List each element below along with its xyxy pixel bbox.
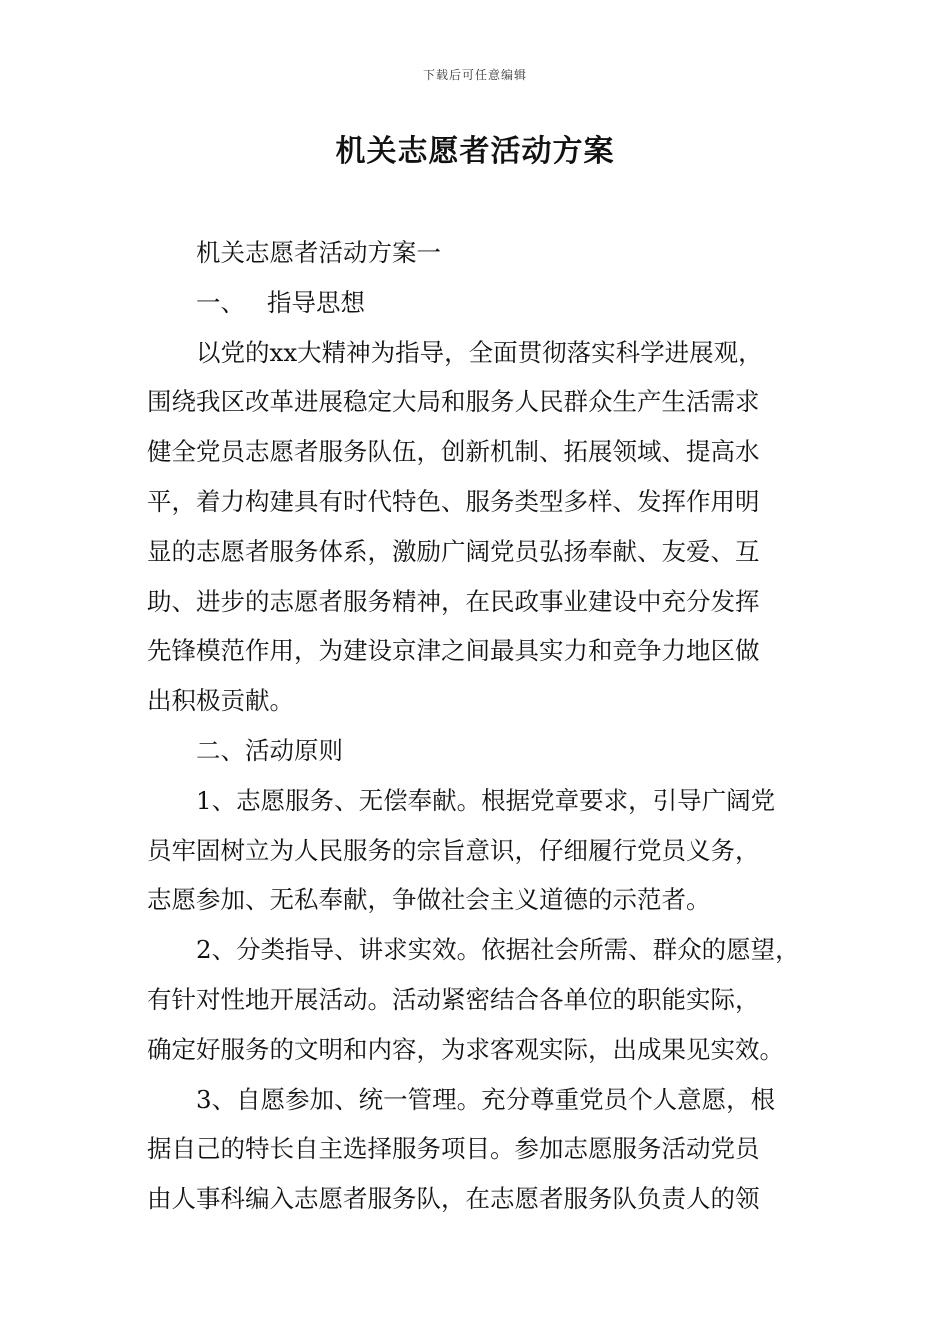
paragraph-line: 健全党员志愿者服务队伍，创新机制、拓展领域、提高水 bbox=[147, 437, 760, 467]
paragraph-line: 围绕我区改革进展稳定大局和服务人民群众生产生活需求 bbox=[147, 387, 760, 417]
section-number: 一、 bbox=[196, 287, 245, 317]
paragraph-guiding-ideology bbox=[147, 328, 827, 726]
paragraph-line: 先锋模范作用，为建设京津之间最具实力和竞争力地区做 bbox=[147, 636, 760, 666]
paragraph-line: 由人事科编入志愿者服务队，在志愿者服务队负责人的领 bbox=[147, 1184, 760, 1214]
section-heading-activity-principles: 二、活动原则 bbox=[196, 735, 343, 765]
document-body bbox=[147, 228, 827, 1224]
paragraph-line: 出积极贡献。 bbox=[147, 686, 294, 716]
paragraph-principle-3 bbox=[147, 1075, 827, 1224]
paragraph-line: 显的志愿者服务体系，激励广阔党员弘扬奉献、友爱、互 bbox=[147, 536, 760, 566]
plan-subtitle: 机关志愿者活动方案一 bbox=[196, 238, 441, 267]
paragraph-line: 有针对性地开展活动。活动紧密结合各单位的职能实际， bbox=[147, 984, 760, 1014]
paragraph-line: 志愿参加、无私奉献，争做社会主义道德的示范者。 bbox=[147, 885, 711, 915]
paragraph-line: 以党的xx大精神为指导，全面贯彻落实科学进展观， bbox=[196, 337, 763, 367]
paragraph-line: 2、分类指导、讲求实效。依据社会所需、群众的愿望， bbox=[196, 935, 800, 965]
paragraph-line: 员牢固树立为人民服务的宗旨意识，仔细履行党员义务， bbox=[147, 835, 760, 865]
header-note: 下载后可任意编辑 bbox=[422, 68, 527, 82]
paragraph-line: 据自己的特长自主选择服务项目。参加志愿服务活动党员 bbox=[147, 1134, 760, 1164]
paragraph-line: 平，着力构建具有时代特色、服务类型多样、发挥作用明 bbox=[147, 486, 760, 516]
section-heading-guiding-ideology bbox=[147, 278, 827, 328]
paragraph-principle-1 bbox=[147, 776, 827, 925]
paragraph-line: 1、志愿服务、无偿奉献。根据党章要求，引导广阔党 bbox=[196, 785, 776, 815]
paragraph-line: 3、自愿参加、统一管理。充分尊重党员个人意愿，根 bbox=[196, 1084, 776, 1114]
paragraph-line: 助、进步的志愿者服务精神，在民政事业建设中充分发挥 bbox=[147, 586, 760, 616]
section-title: 指导思想 bbox=[267, 287, 365, 317]
paragraph-principle-2 bbox=[147, 925, 827, 1074]
document-title: 机关志愿者活动方案 bbox=[335, 134, 615, 169]
paragraph-line: 确定好服务的文明和内容，为求客观实际，出成果见实效。 bbox=[147, 1034, 784, 1064]
